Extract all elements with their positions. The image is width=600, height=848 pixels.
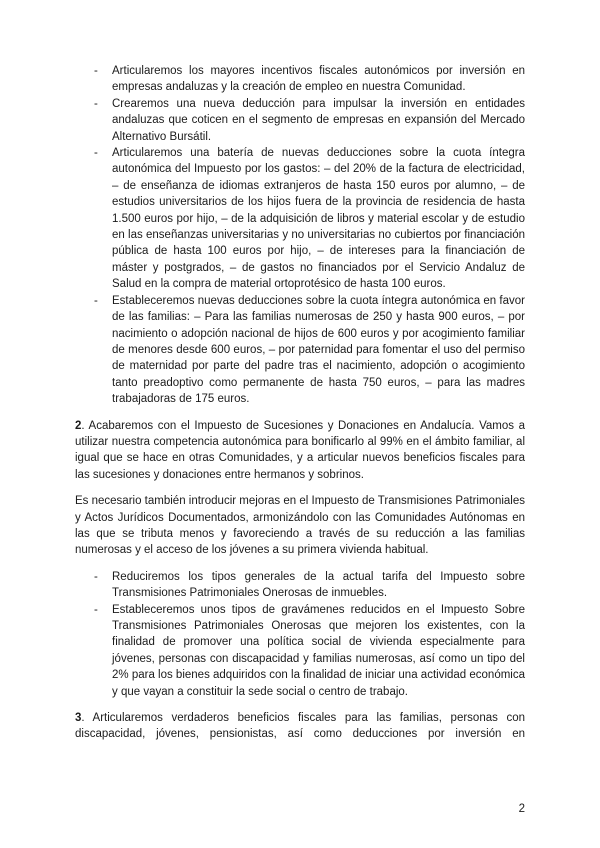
list-item-text: Estableceremos unos tipos de gravámenes reducidos en el Impuesto Sobre Transmisiones Patrimoniales Onerosas que mejoren los existentes, con la finalidad de promover una política social de vivienda especialmente para jóvenes, personas con discapacidad y familias numerosas, así como un tipo del 2% para los bienes adquiridos con la finalidad de iniciar una actividad económica y que vayan a constituir la sede social o centro de trabajo. — [112, 603, 525, 698]
list-item-text: Articularemos los mayores incentivos fiscales autonómicos por inversión en empresas andaluzas y la creación de empleo en nuestra Comunidad. — [112, 65, 525, 94]
bullet-dash: - — [94, 570, 98, 583]
paragraph-text: . Articularemos verdaderos beneficios fiscales para las familias, personas con discapacidad, jóvenes, pensionistas, así como deducciones por inversión en — [75, 712, 525, 741]
list-item — [75, 63, 525, 96]
bullet-list-incentivos — [75, 63, 525, 408]
list-item-text: Articularemos una batería de nuevas deducciones sobre la cuota íntegra autonómica del Impuesto por los gastos: – del 20% de la factura de electricidad, – de enseñanza de idiomas extranjeros de hasta 150 euros por alumno, – de estudios universitarios de los hijos fuera de la provincia de residencia de hasta 1.500 euros por hijo, – de la adquisición de libros y material escolar y de estudio en las enseñanzas universitarias y no universitarias no cubiertos por financiación pública de hasta 100 euros por hijo, – de intereses para la financiación de máster y postgrados, – de gastos no financiados por el Servicio Andaluz de Salud en la compra de material ortoprotésico de hasta 100 euros. — [112, 147, 525, 291]
list-item-text: Estableceremos nuevas deducciones sobre la cuota íntegra autonómica en favor de las familias: – Para las familias numerosas de 250 y hasta 900 euros, – por nacimiento o adopción nacional de hijos de 600 euros y por acogimiento familiar de menores desde 600 euros, – por paternidad para fomentar el uso del permiso de maternidad por parte del padre tras el nacimiento, adopción o acogimiento tanto preadoptivo como permanente de hasta 750 euros, – para las madres trabajadoras de 175 euros. — [112, 294, 525, 406]
paragraph-beneficios — [75, 710, 525, 743]
bullet-list-transmisiones — [75, 569, 525, 700]
paragraph-sucesiones — [75, 418, 525, 484]
paragraph-number: 2 — [75, 419, 82, 432]
list-item — [75, 602, 525, 700]
bullet-dash: - — [94, 294, 98, 307]
bullet-dash: - — [94, 147, 98, 160]
page-number: 2 — [518, 803, 525, 815]
list-item — [75, 96, 525, 145]
list-item — [75, 293, 525, 408]
list-item — [75, 145, 525, 293]
paragraph-text: . Acabaremos con el Impuesto de Sucesiones y Donaciones en Andalucía. Vamos a utilizar nuestra competencia autonómica para bonificarlo al 99% en el ámbito familiar, al igual que se hace en otras Comunidades, y a articular nuevos beneficios fiscales para las sucesiones y donaciones entre hermanos y sobrinos. — [75, 419, 525, 481]
paragraph-number: 3 — [75, 712, 82, 725]
list-item-text: Crearemos una nueva deducción para impulsar la inversión en entidades andaluzas que coticen en el segmento de empresas en expansión del Mercado Alternativo Bursátil. — [112, 97, 525, 143]
bullet-dash: - — [94, 603, 98, 616]
list-item — [75, 569, 525, 602]
list-item-text: Reduciremos los tipos generales de la actual tarifa del Impuesto sobre Transmisiones Patrimoniales Onerosas de inmuebles. — [112, 570, 525, 600]
bullet-dash: - — [94, 97, 98, 110]
paragraph-transmisiones: Es necesario también introducir mejoras en el Impuesto de Transmisiones Patrimoniales y Actos Jurídicos Documentados, armonizándolo con las Comunidades Autónomas en las que se tributa menos y favoreciendo a través de su reducción a las familias numerosas y el acceso de los jóvenes a su primera vivienda habitual. — [75, 495, 525, 557]
bullet-dash: - — [94, 65, 98, 77]
